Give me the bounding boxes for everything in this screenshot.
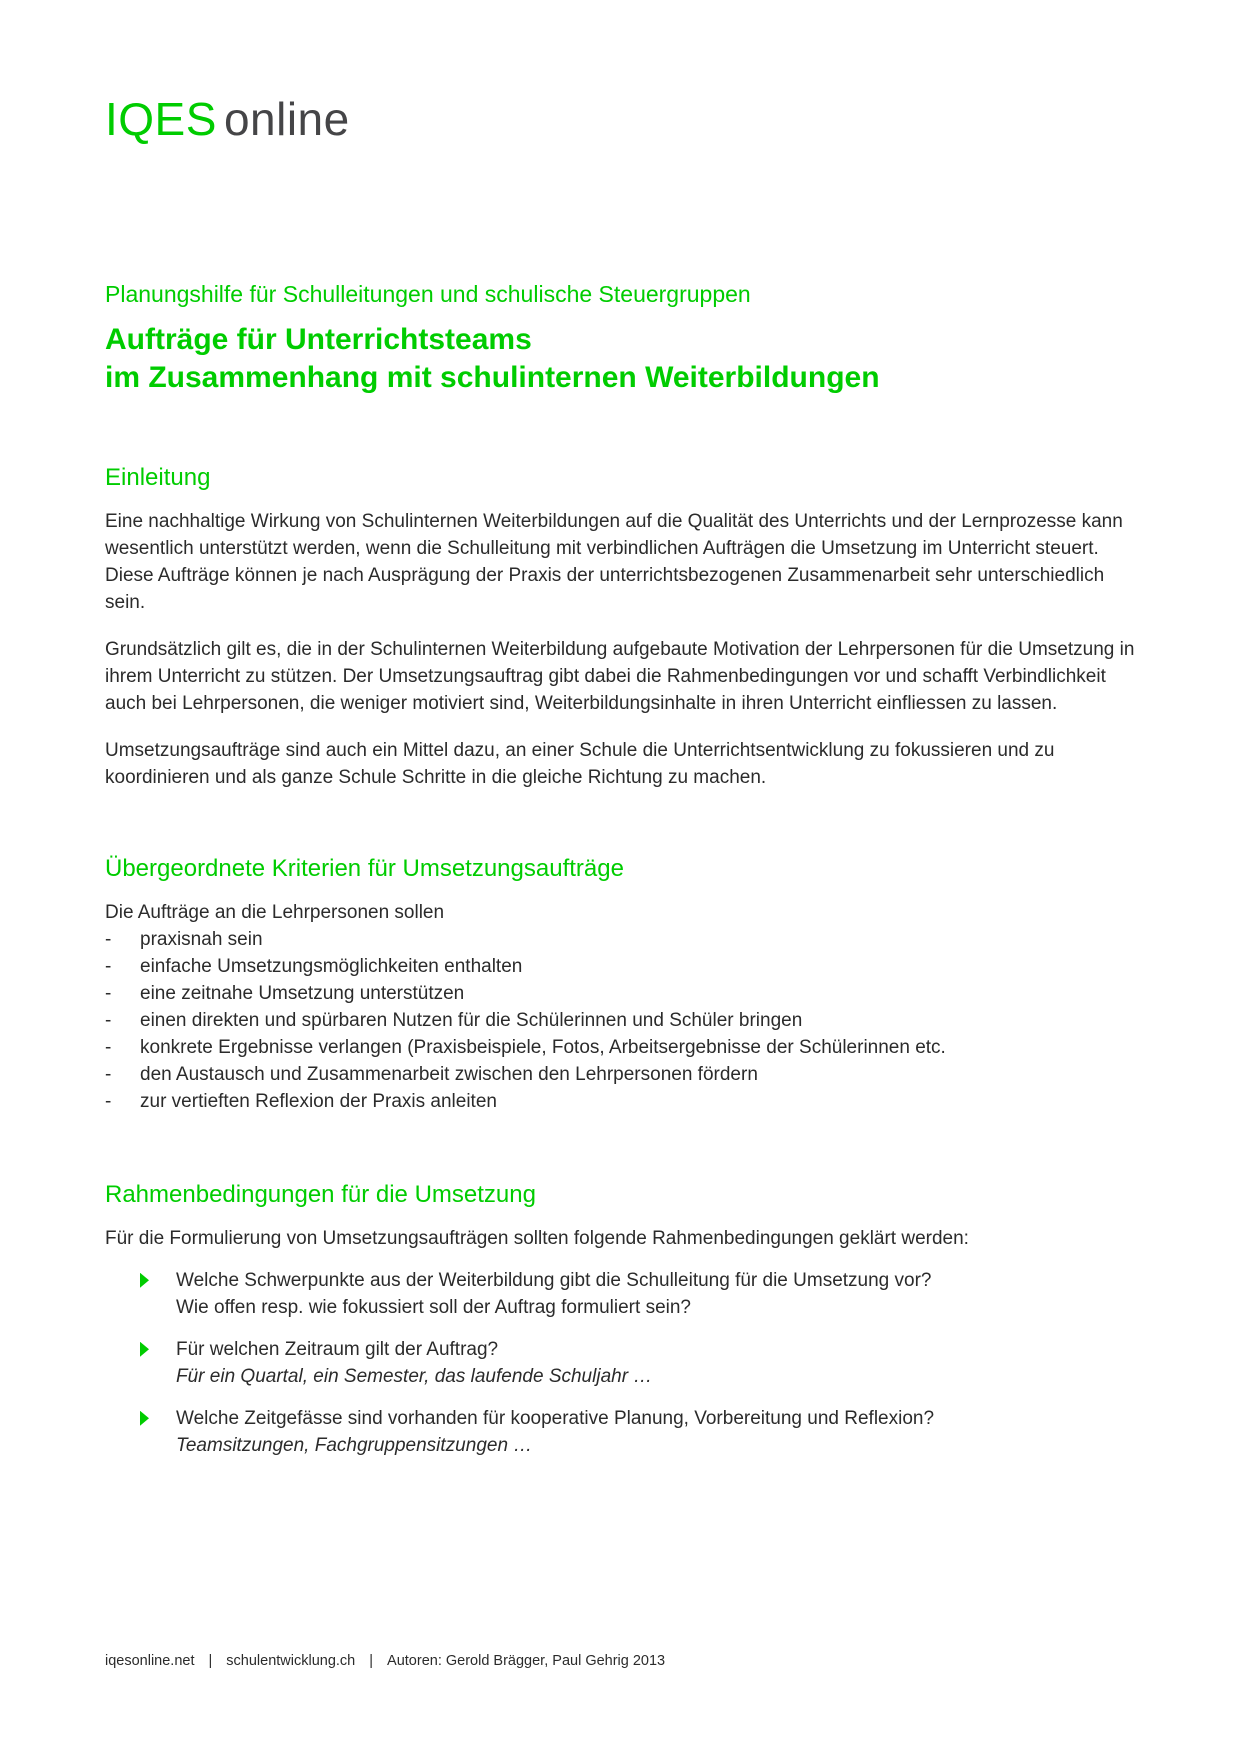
- section-heading-rahmenbedingungen: Rahmenbedingungen für die Umsetzung: [105, 1180, 536, 1208]
- footer-site-1: iqesonline.net: [105, 1653, 195, 1669]
- dash-bullet: -: [105, 982, 112, 1004]
- condition-question: Welche Schwerpunkte aus der Weiterbildung gibt die Schulleitung für die Umsetzung vor?: [176, 1269, 932, 1291]
- logo-text-iqes: IQES: [105, 93, 217, 145]
- dash-bullet: -: [105, 1063, 112, 1085]
- arrow-right-icon: [140, 1411, 149, 1426]
- list-item: [105, 980, 1137, 1007]
- dash-bullet: -: [105, 1090, 112, 1112]
- list-item: [105, 1088, 1137, 1115]
- condition-question: Für welchen Zeitraum gilt der Auftrag?: [176, 1338, 499, 1360]
- page-title: [105, 321, 1137, 398]
- title-line-2: im Zusammenhang mit schulinternen Weiterbildungen: [105, 361, 880, 395]
- section-heading-kriterien: Übergeordnete Kriterien für Umsetzungsaufträge: [105, 854, 624, 882]
- list-intro: Die Aufträge an die Lehrpersonen sollen: [105, 901, 445, 923]
- footer-separator: |: [208, 1653, 213, 1669]
- condition-detail: Für ein Quartal, ein Semester, das laufende Schuljahr …: [176, 1365, 653, 1387]
- list-item-text: konkrete Ergebnisse verlangen (Praxisbeispiele, Fotos, Arbeitsergebnisse der Schülerinnen etc.: [140, 1036, 946, 1058]
- title-line-1: Aufträge für Unterrichtsteams: [105, 323, 532, 356]
- list-item-text: eine zeitnahe Umsetzung unterstützen: [140, 982, 465, 1004]
- list-item: [105, 1267, 1137, 1321]
- dash-bullet: -: [105, 928, 112, 950]
- list-item: [105, 1007, 1137, 1034]
- list-item: [105, 1061, 1137, 1088]
- condition-detail: Teamsitzungen, Fachgruppensitzungen …: [176, 1434, 533, 1456]
- list-item-text: zur vertieften Reflexion der Praxis anleiten: [140, 1090, 497, 1112]
- list-item-text: den Austausch und Zusammenarbeit zwischen den Lehrpersonen fördern: [140, 1063, 758, 1085]
- list-item-text: einen direkten und spürbaren Nutzen für die Schülerinnen und Schüler bringen: [140, 1009, 803, 1031]
- conditions-list: [105, 1267, 1137, 1459]
- dash-bullet: -: [105, 1009, 112, 1031]
- list-intro: Für die Formulierung von Umsetzungsaufträgen sollten folgende Rahmenbedingungen geklärt werden:: [105, 1227, 969, 1249]
- criteria-list: [105, 926, 1137, 1115]
- condition-detail: Wie offen resp. wie fokussiert soll der Auftrag formuliert sein?: [176, 1296, 691, 1318]
- list-item-text: praxisnah sein: [140, 928, 263, 950]
- list-item: [105, 953, 1137, 980]
- list-item: [105, 1336, 1137, 1390]
- list-item: [105, 926, 1137, 953]
- paragraph: Grundsätzlich gilt es, die in der Schulinternen Weiterbildung aufgebaute Motivation der Lehrpersonen für die Umsetzung in ihrem Unterricht zu stützen. Der Umsetzungsauftrag gibt dabei die Rahmenbedingungen vor und schafft Verbindlichkeit auch bei Lehrpersonen, die weniger motiviert sind, Weiterbildungsinhalte in ihren Unterricht einfliessen zu lassen.: [105, 638, 1135, 714]
- condition-question: Welche Zeitgefässe sind vorhanden für kooperative Planung, Vorbereitung und Reflexion?: [176, 1407, 935, 1429]
- dash-bullet: -: [105, 1036, 112, 1058]
- list-item: [105, 1034, 1137, 1061]
- paragraph: Umsetzungsaufträge sind auch ein Mittel dazu, an einer Schule die Unterrichtsentwicklung zu fokussieren und zu koordinieren und als ganze Schule Schritte in die gleiche Richtung zu machen.: [105, 739, 1055, 788]
- list-item: [105, 1405, 1137, 1459]
- footer-site-2: schulentwicklung.ch: [226, 1653, 356, 1669]
- section-heading-einleitung: Einleitung: [105, 463, 211, 491]
- arrow-right-icon: [140, 1342, 149, 1357]
- footer-separator: |: [369, 1653, 374, 1669]
- iqes-online-logo: [105, 0, 1137, 145]
- document-kicker: Planungshilfe für Schulleitungen und schulische Steuergruppen: [105, 281, 751, 307]
- logo-text-online: online: [223, 93, 350, 145]
- dash-bullet: -: [105, 955, 112, 977]
- footer-authors: Autoren: Gerold Brägger, Paul Gehrig 2013: [387, 1653, 666, 1669]
- paragraph: Eine nachhaltige Wirkung von Schulinternen Weiterbildungen auf die Qualität des Unterrichts und der Lernprozesse kann wesentlich unterstützt werden, wenn die Schulleitung mit verbindlichen Aufträgen die Umsetzung im Unterricht steuert. Diese Aufträge können je nach Ausprägung der Praxis der unterrichtsbezogenen Zusammenarbeit sehr unterschiedlich sein.: [105, 510, 1123, 613]
- list-item-text: einfache Umsetzungsmöglichkeiten enthalten: [140, 955, 523, 977]
- page-footer: [105, 1653, 665, 1669]
- arrow-right-icon: [140, 1273, 149, 1288]
